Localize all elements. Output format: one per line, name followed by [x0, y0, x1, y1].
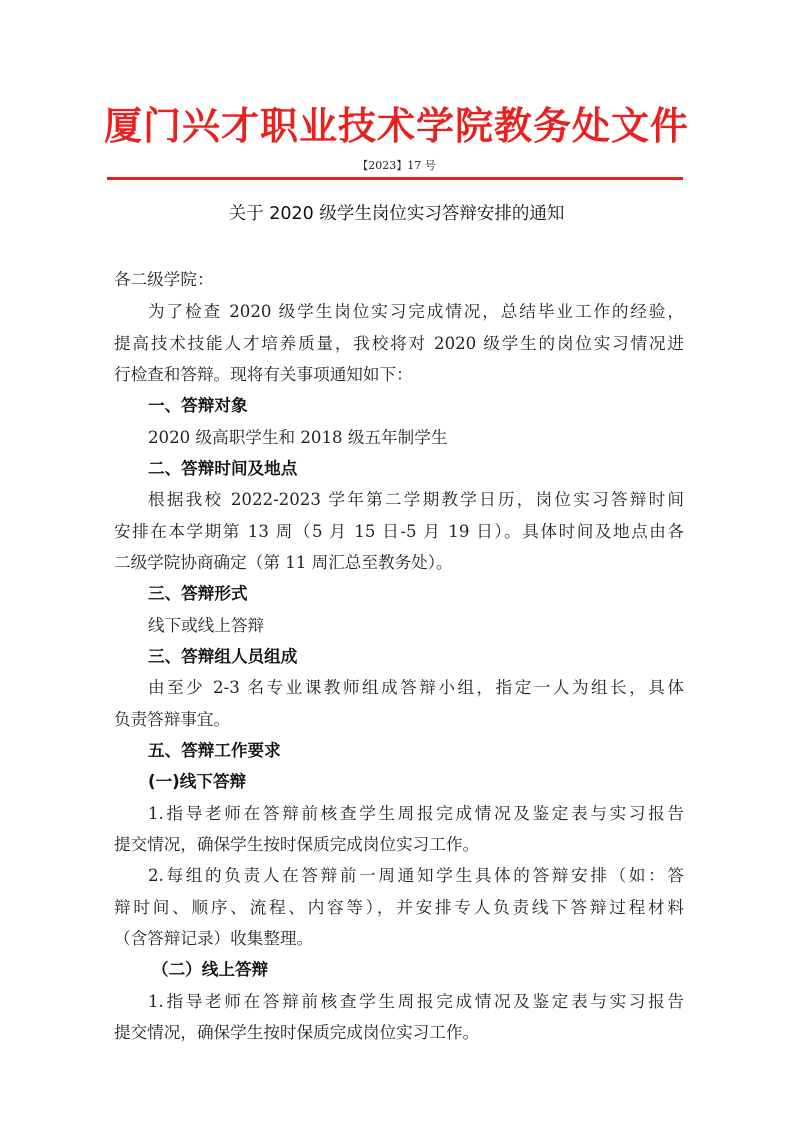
time-place-line-1: 根据我校 2022-2023 学年第二学期教学日历，岗位实习答辩时间: [148, 490, 684, 509]
offline-item1-line-2: 提交情况，确保学生按时保质完成岗位实习工作。: [114, 835, 480, 854]
online-item1-line-1: 1.指导老师在答辩前核查学生周报完成情况及鉴定表与实习报告: [148, 992, 684, 1011]
intro-line-1: 为了检查 2020 级学生岗位实习完成情况，总结毕业工作的经验，: [148, 302, 684, 321]
online-item1-line-2: 提交情况，确保学生按时保质完成岗位实习工作。: [114, 1023, 480, 1042]
offline-item2-line-2: 辩时间、顺序、流程、内容等），并安排专人负责线下答辩过程材料: [114, 898, 684, 917]
subheading-offline-defense: (一)线下答辩: [148, 772, 247, 791]
document-number: 【2023】17 号: [357, 159, 436, 172]
panel-line-2: 负责答辩事宜。: [114, 710, 231, 729]
offline-item2-line-1: 2.每组的负责人在答辩前一周通知学生具体的答辩安排（如：答: [148, 866, 684, 885]
panel-line-1: 由至少 2-3 名专业课教师组成答辩小组，指定一人为组长，具体: [148, 678, 684, 697]
intro-line-2: 提高技术技能人才培养质量，我校将对 2020 级学生的岗位实习情况进: [114, 334, 684, 353]
section-body-format: 线下或线上答辩: [148, 616, 265, 635]
section-body-targets: 2020 级高职学生和 2018 级五年制学生: [148, 428, 448, 447]
org-header-title: 厦门兴才职业技术学院教务处文件: [103, 103, 689, 148]
offline-item2-line-3: （含答辩记录）收集整理。: [114, 929, 314, 948]
time-place-line-3: 二级学院协商确定（第 11 周汇总至教务处）。: [114, 553, 453, 572]
salutation: 各二级学院：: [114, 270, 214, 289]
section-heading-requirements: 五、答辩工作要求: [148, 741, 281, 760]
red-divider-rule: [107, 177, 683, 180]
subheading-online-defense: （二）线上答辩: [152, 960, 269, 979]
section-heading-format: 三、答辩形式: [148, 584, 248, 603]
section-heading-targets: 一、答辩对象: [148, 396, 248, 415]
section-heading-panel: 三、答辩组人员组成: [148, 647, 298, 666]
time-place-line-2: 安排在本学期第 13 周（5 月 15 日-5 月 19 日）。具体时间及地点由各: [114, 522, 684, 541]
offline-item1-line-1: 1.指导老师在答辩前核查学生周报完成情况及鉴定表与实习报告: [148, 804, 684, 823]
section-heading-time-place: 二、答辩时间及地点: [148, 459, 298, 478]
intro-line-3: 行检查和答辩。现将有关事项通知如下：: [114, 365, 413, 384]
notice-title: 关于 2020 级学生岗位实习答辩安排的通知: [228, 204, 565, 224]
